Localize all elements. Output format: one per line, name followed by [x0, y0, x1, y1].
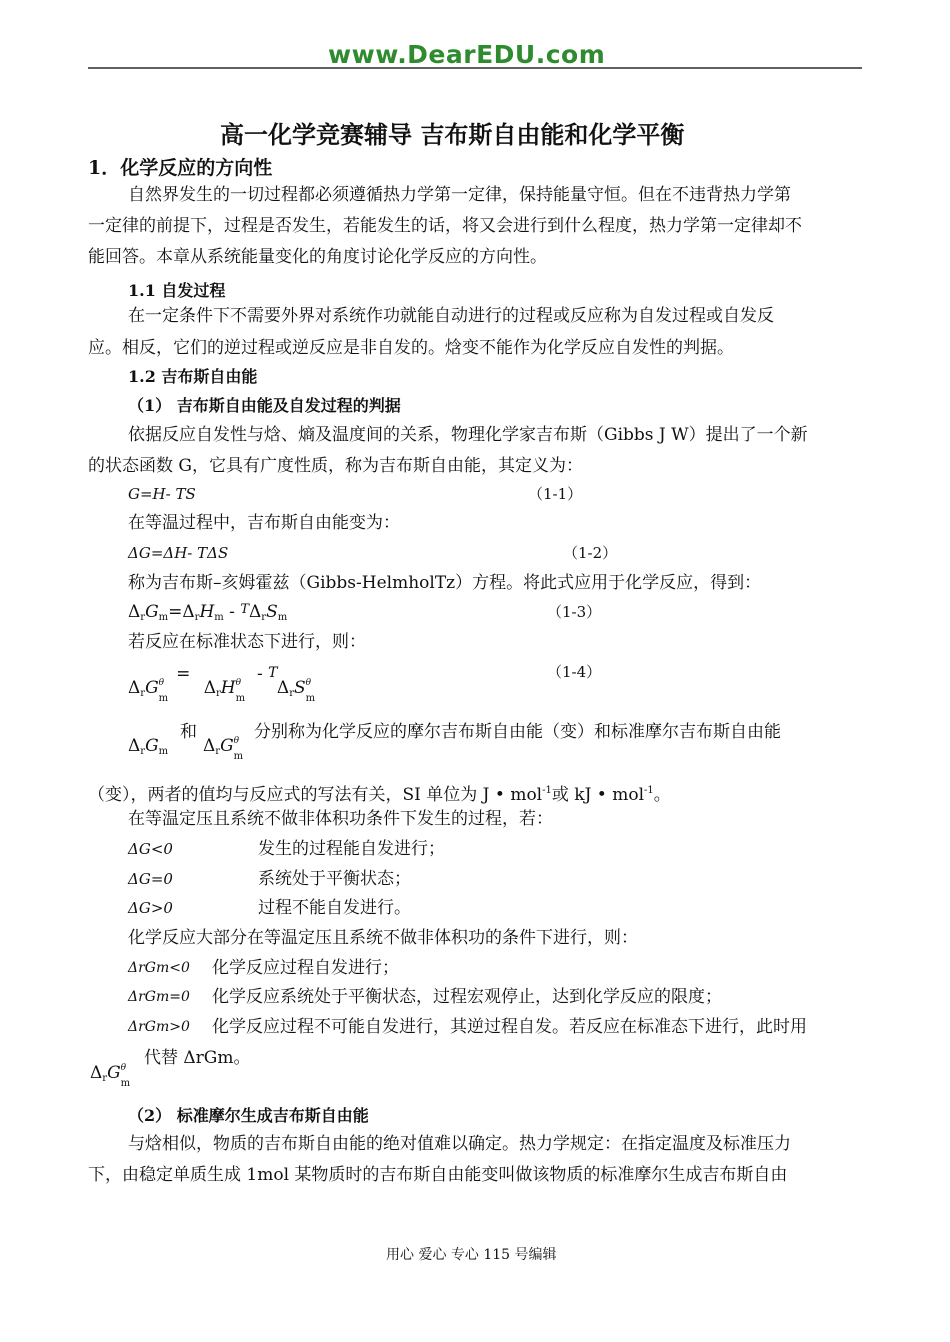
paragraph-line: 依据反应自发性与焓、熵及温度间的关系，物理化学家吉布斯（Gibbs J W）提出了一个新	[128, 425, 808, 445]
reaction-criterion-text: 化学反应系统处于平衡状态，过程宏观停止，达到化学反应的限度；	[212, 987, 722, 1007]
paragraph-line: 一定律的前提下，过程是否发生，若能发生的话，将又会进行到什么程度，热力学第一定律却不	[88, 216, 802, 236]
equation-4: $\Delta_rG$ θ m = $\Delta_rH$ θ m - $^T$ $\Delta_rS$ θ m	[128, 664, 316, 704]
symbol-delta-r-g-m: $\Delta_rG_m$	[128, 736, 169, 757]
criterion-text: 发生的过程能自发进行；	[258, 839, 445, 859]
reaction-criterion-symbol: ΔrGm<0	[128, 960, 190, 976]
paragraph-line: 应。相反，它们的逆过程或逆反应是非自发的。焓变不能作为化学反应自发性的判据。	[88, 338, 734, 358]
paragraph-line: （变），两者的值均与反应式的写法有关，SI 单位为 J • mol$^{-1}$或 kJ • mol$^{-1}$。	[88, 785, 671, 805]
criterion-text: 系统处于平衡状态；	[258, 869, 411, 889]
page-title: 高一化学竞赛辅导 吉布斯自由能和化学平衡	[220, 120, 685, 149]
equation-3: $\Delta_rG_m=\Delta_rH_m - ^T\Delta_rS_m$	[128, 602, 288, 623]
paragraph-line: 在一定条件下不需要外界对系统作功就能自动进行的过程或反应称为自发过程或自发反	[128, 306, 774, 326]
section-heading: 1．化学反应的方向性	[88, 157, 273, 179]
reaction-criterion-symbol: ΔrGm>0	[128, 1019, 190, 1035]
criterion-symbol: ΔG=0	[128, 870, 173, 888]
word-and: 和	[180, 722, 197, 742]
equation-number: （1-3）	[547, 603, 602, 621]
paragraph-line: 若反应在标准状态下进行，则：	[128, 632, 366, 652]
equation-number: （1-1）	[528, 485, 583, 503]
paragraph-line: 代替 ΔrGm。	[144, 1048, 251, 1068]
page-footer: 用心 爱心 专心 115 号编辑	[386, 1247, 557, 1263]
paragraph-line: 在等温定压且系统不做非体积功条件下发生的过程，若：	[128, 809, 553, 829]
paragraph-line: 与焓相似，物质的吉布斯自由能的绝对值难以确定。热力学规定：在指定温度及标准压力	[128, 1134, 791, 1154]
paragraph-line: 称为吉布斯–亥姆霍兹（Gibbs-HelmholTz）方程。将此式应用于化学反应，得到：	[128, 573, 762, 593]
reaction-criterion-symbol: ΔrGm=0	[128, 989, 190, 1005]
symbol-delta-r-g-m-standard: $\Delta_rG$ θ m	[203, 736, 244, 762]
subsection-heading: 1.2 吉布斯自由能	[128, 367, 258, 386]
equation-2: ΔG=ΔH- TΔS	[128, 544, 229, 562]
paragraph-line: 在等温过程中，吉布斯自由能变为：	[128, 513, 400, 533]
paragraph-line: 化学反应大部分在等温定压且系统不做非体积功的条件下进行，则：	[128, 928, 638, 948]
brand-logo: www.DearEDU.com	[328, 40, 606, 69]
equation-1: G=H- TS	[128, 485, 196, 503]
symbol-delta-r-g-m-standard: $\Delta_rG$ θ m	[90, 1063, 131, 1089]
equation-number: （1-2）	[563, 544, 618, 562]
paragraph-line: 能回答。本章从系统能量变化的角度讨论化学反应的方向性。	[88, 247, 547, 267]
paragraph-line: 下，由稳定单质生成 1mol 某物质时的吉布斯自由能变叫做该物质的标准摩尔生成吉布斯自由	[88, 1165, 788, 1185]
reaction-criterion-text: 化学反应过程不可能自发进行，其逆过程自发。若反应在标准态下进行，此时用	[212, 1017, 807, 1037]
criterion-symbol: ΔG>0	[128, 899, 173, 917]
criterion-symbol: ΔG<0	[128, 840, 173, 858]
subsection-heading: 1.1 自发过程	[128, 281, 226, 300]
paragraph-line: 的状态函数 G，它具有广度性质，称为吉布斯自由能，其定义为：	[88, 456, 583, 476]
equation-number: （1-4）	[547, 663, 602, 681]
paragraph-line: 分别称为化学反应的摩尔吉布斯自由能（变）和标准摩尔吉布斯自由能	[254, 722, 781, 742]
subsubsection-heading: （2） 标准摩尔生成吉布斯自由能	[128, 1106, 369, 1125]
subsubsection-heading: （1） 吉布斯自由能及自发过程的判据	[128, 396, 401, 415]
paragraph-line: 自然界发生的一切过程都必须遵循热力学第一定律，保持能量守恒。但在不违背热力学第	[128, 185, 791, 205]
criterion-text: 过程不能自发进行。	[258, 898, 411, 918]
reaction-criterion-text: 化学反应过程自发进行；	[212, 958, 399, 978]
